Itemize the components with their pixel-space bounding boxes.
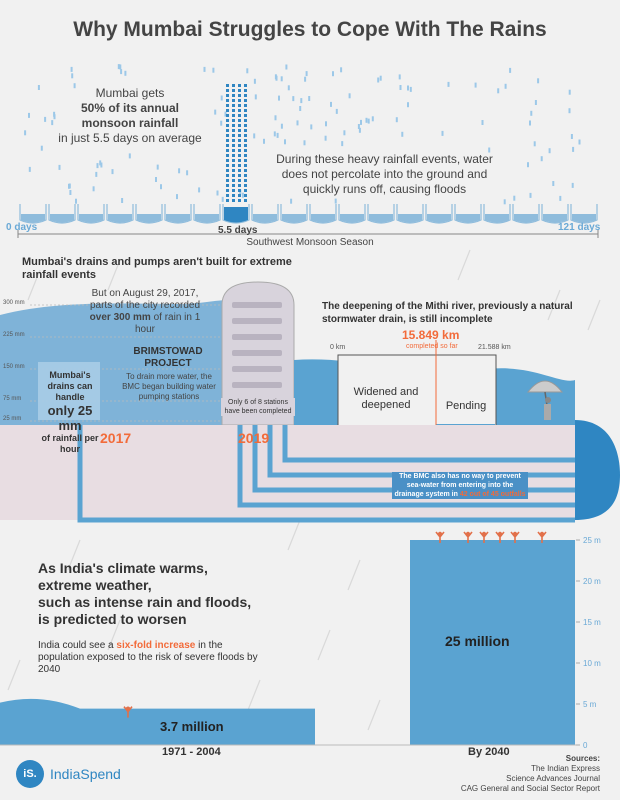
heavy-rain-drop [244, 159, 247, 162]
rain-drop [325, 121, 327, 126]
rainfall-fact-monsoon: monsoon rainfall [81, 116, 179, 130]
rain-drop [160, 184, 162, 189]
heavy-rain-drop [244, 199, 247, 202]
rain-drop [99, 160, 101, 165]
heavy-rain-drop [238, 109, 241, 112]
capacity-line3: of rainfall per hour [41, 433, 99, 454]
rain-drop [198, 187, 200, 192]
heavy-rain-drop [226, 174, 229, 177]
rain-drop [341, 141, 343, 146]
heavy-rain-drop [226, 144, 229, 147]
x-label-2040: By 2040 [468, 746, 510, 758]
sources-title: Sources: [565, 754, 600, 763]
heavy-rain-drop [232, 194, 235, 197]
mithi-heading: The deepening of the Mithi river, previously a natural stormwater drain, is still incomplete [322, 301, 573, 325]
rain-drop [155, 177, 157, 182]
rain-drop [24, 130, 26, 135]
axis-start-label: 0 days [6, 222, 38, 233]
heavy-rain-drop [232, 114, 235, 117]
heavy-rain-drop [244, 169, 247, 172]
stations-text: Only 6 of 8 stations have been completed [221, 398, 295, 416]
heavy-rain-drop [232, 154, 235, 157]
rain-drop [330, 102, 332, 107]
rain-drop [278, 96, 280, 101]
rain-drop [505, 84, 507, 89]
bucket-water [79, 214, 103, 223]
rain-drop [482, 120, 484, 125]
rain-drop [255, 94, 257, 99]
rain-drop [120, 69, 122, 74]
project-title: BRIMSTOWAD PROJECT [133, 346, 203, 369]
heavy-rain-drop [238, 194, 241, 197]
y-tick-label: 0 [583, 741, 588, 750]
rain-drop [275, 115, 277, 120]
rain-drop [95, 172, 97, 177]
heavy-rain-drop [238, 144, 241, 147]
drains-heading: Mumbai's drains and pumps aren't built for extreme rainfall events [22, 256, 292, 281]
rain-drop [93, 186, 95, 191]
seawater-text: The BMC also has no way to prevent sea-water from entering into the drainage system in [394, 473, 521, 498]
heavy-rain-drop [226, 114, 229, 117]
heavy-rain-drop [244, 179, 247, 182]
bar-label-2040: 25 million [445, 633, 510, 649]
heavy-rain-drop [226, 99, 229, 102]
rain-drop [124, 71, 126, 76]
mithi-start: 0 km [330, 344, 346, 351]
heavy-rain-drop [244, 124, 247, 127]
heavy-rain-drop [232, 134, 235, 137]
rain-drop [217, 191, 219, 196]
project-text: To drain more water, the BMC began building water pumping stations [122, 372, 216, 401]
heavy-rain-drop [244, 149, 247, 152]
rain-drop [75, 199, 77, 204]
rain-drop [530, 111, 532, 116]
bucket-water [166, 214, 190, 223]
rain-drop [340, 67, 342, 72]
heavy-rain-drop [244, 114, 247, 117]
rain-drop [284, 139, 286, 144]
rain-drop [221, 96, 223, 101]
heavy-rain-drop [244, 104, 247, 107]
rain-drop [119, 64, 121, 69]
rain-drop [176, 194, 178, 199]
rain-drop [41, 146, 43, 151]
heavy-rain-drop [226, 124, 229, 127]
bucket-water [137, 214, 161, 223]
heavy-rain-drop [238, 179, 241, 182]
mithi-done-label: completed so far [406, 343, 458, 350]
rain-drop [276, 76, 278, 81]
rain-drop [306, 71, 308, 76]
rain-drop [335, 199, 337, 204]
heavy-rain-drop [238, 149, 241, 152]
rain-drop [281, 76, 283, 81]
rain-drop [366, 118, 368, 123]
heavy-rain-drop [226, 94, 229, 97]
season-label: Southwest Monsoon Season [210, 237, 410, 248]
heavy-rain-drop [226, 164, 229, 167]
axis-mid-label: 5.5 days [218, 225, 258, 236]
bucket-water [427, 214, 451, 223]
rain-drop [59, 165, 61, 170]
bucket-water [514, 214, 538, 223]
rain-drop [368, 119, 370, 124]
y-tick-label: 10 m [583, 659, 601, 668]
rain-drop [299, 106, 301, 111]
rain-drop [343, 130, 345, 135]
rain-drop [497, 88, 499, 93]
bar-1971-2004 [0, 699, 315, 745]
heavy-rain-drop [232, 119, 235, 122]
heavy-rain-drop [232, 84, 235, 87]
rain-drop [535, 100, 537, 105]
rain-drop [475, 83, 477, 88]
rain-drop [325, 136, 327, 141]
heavy-rain-drop [238, 129, 241, 132]
climate-line2: extreme weather, [38, 577, 152, 593]
heavy-rain-drop [238, 184, 241, 187]
runoff-text: During these heavy rainfall events, water does not percolate into the ground and quickly runs off, causing floods [276, 152, 493, 196]
heavy-rain-drop [244, 194, 247, 197]
rain-drop [71, 73, 73, 78]
bucket-water [50, 214, 74, 223]
rain-drop [44, 117, 46, 122]
bar-label-1971: 3.7 million [160, 719, 224, 734]
rain-drop [38, 85, 40, 90]
heavy-rain-drop [238, 124, 241, 127]
rainfall-fact-pct: 50% of its annual [80, 101, 180, 115]
bucket-water [369, 214, 393, 223]
heavy-rain-drop [238, 84, 241, 87]
heavy-rain-drop [232, 199, 235, 202]
widened-label: Widened and deepened [353, 386, 419, 411]
y-tick-label: 5 m [583, 700, 597, 709]
year-2019: 2019 [238, 430, 270, 446]
rain-drop [253, 133, 255, 138]
rain-drop [579, 140, 581, 145]
rain-drop [537, 78, 539, 83]
rain-drop [304, 140, 306, 145]
rain-drop [396, 117, 398, 122]
heavy-rain-drop [238, 159, 241, 162]
rain-drop [400, 85, 402, 90]
heavy-rain-drop [226, 119, 229, 122]
heavy-rain-drop [238, 114, 241, 117]
rain-drop [290, 199, 292, 204]
heavy-rain-drop [232, 129, 235, 132]
bucket-water [224, 207, 248, 223]
heavy-rain-drop [238, 134, 241, 137]
bucket-water [398, 214, 422, 223]
heavy-rain-drop [238, 199, 241, 202]
rain-drop [308, 96, 310, 101]
rain-drop [246, 68, 248, 73]
rainfall-fact-line1: Mumbai gets [95, 86, 165, 100]
level-label: 150 mm [3, 364, 25, 370]
heavy-rain-drop [226, 199, 229, 202]
heavy-rain-drop [232, 184, 235, 187]
rain-drop [71, 67, 73, 72]
rainfall-fact [50, 86, 210, 146]
rain-drop [442, 131, 444, 136]
outfalls-text: 42 out of 45 outfalls [459, 491, 526, 498]
heavy-rain-drop [244, 134, 247, 137]
rain-drop [186, 170, 188, 175]
heavy-rain-drop [238, 174, 241, 177]
heavy-rain-drop [238, 89, 241, 92]
rain-drop [529, 121, 531, 126]
heavy-rain-drop [226, 129, 229, 132]
heavy-rain-drop [244, 164, 247, 167]
heavy-rain-drop [238, 94, 241, 97]
heavy-rain-drop [226, 194, 229, 197]
rain-drop [29, 167, 31, 172]
rain-drop [254, 79, 256, 84]
rain-drop [304, 77, 306, 82]
heavy-rain-drop [244, 109, 247, 112]
heavy-rain-drop [244, 189, 247, 192]
heavy-rain-drop [226, 154, 229, 157]
rain-drop [274, 131, 276, 136]
rain-drop [242, 193, 244, 198]
rain-drop [569, 90, 571, 95]
heavy-rain-drop [232, 174, 235, 177]
heavy-rain-drop [244, 129, 247, 132]
climate-sub [38, 640, 268, 676]
bucket-water [282, 214, 306, 223]
rainfall-fact-days: in just 5.5 days on average [58, 131, 202, 145]
climate-line3: such as intense rain and floods, [38, 594, 252, 610]
rain-drop [541, 156, 543, 161]
bucket-water [340, 214, 364, 223]
rain-drop [407, 102, 409, 107]
x-label-1971: 1971 - 2004 [162, 746, 221, 758]
heavy-rain-drop [244, 119, 247, 122]
heavy-rain-drop [244, 84, 247, 87]
rain-drop [572, 183, 574, 188]
heavy-rain-drop [232, 169, 235, 172]
rain-drop [448, 82, 450, 87]
heavy-rain-drop [244, 154, 247, 157]
heavy-rain-drop [232, 94, 235, 97]
heavy-rain-drop [238, 189, 241, 192]
rain-drop [569, 108, 571, 113]
rain-drop [277, 133, 279, 138]
heavy-rain-drop [232, 189, 235, 192]
mithi-done: 15.849 km [402, 328, 460, 342]
rain-drop [504, 199, 506, 204]
source-item: Science Advances Journal [506, 774, 600, 783]
bucket-water [311, 214, 335, 223]
heavy-rain-drop [232, 149, 235, 152]
y-tick-label: 15 m [583, 618, 601, 627]
year-2017: 2017 [100, 430, 132, 446]
level-label: 300 mm [3, 300, 25, 306]
bucket-water [108, 214, 132, 223]
rain-drop [214, 110, 216, 115]
climate-line1: As India's climate warms, [38, 560, 208, 576]
y-tick-label: 20 m [583, 577, 601, 586]
rain-drop [28, 113, 30, 118]
heavy-rain-drop [238, 104, 241, 107]
heavy-rain-drop [226, 184, 229, 187]
mithi-total: 21.588 km [478, 344, 511, 351]
rain-drop [349, 93, 351, 98]
rain-drop [300, 98, 302, 103]
heavy-rain-drop [238, 119, 241, 122]
heavy-rain-drop [238, 154, 241, 157]
rain-drop [359, 128, 361, 133]
rain-drop [377, 78, 379, 83]
rain-drop [552, 181, 554, 186]
rain-drop [399, 74, 401, 79]
rain-drop [112, 169, 114, 174]
axis-end-label: 121 days [558, 222, 601, 233]
rain-drop [297, 120, 299, 125]
heavy-rain-drop [226, 104, 229, 107]
heavy-rain-drop [244, 99, 247, 102]
bucket-water [456, 214, 480, 223]
level-label: 225 mm [3, 332, 25, 338]
heavy-rain-drop [226, 149, 229, 152]
heavy-rain-drop [232, 109, 235, 112]
rain-drop [410, 87, 412, 92]
heavy-rain-drop [226, 109, 229, 112]
heavy-rain-drop [232, 159, 235, 162]
climate-heading [38, 560, 338, 628]
heavy-rain-drop [232, 99, 235, 102]
bucket-water [485, 214, 509, 223]
bucket-water [253, 214, 277, 223]
heavy-rain-drop [226, 179, 229, 182]
bucket-water [195, 214, 219, 223]
rain-drop [407, 86, 409, 91]
heavy-rain-drop [232, 89, 235, 92]
indiaspend-logo-icon: iS. [16, 760, 44, 788]
rain-drop [336, 109, 338, 114]
rain-drop [204, 67, 206, 72]
aug-2017-fact [80, 288, 210, 336]
heavy-rain-drop [232, 164, 235, 167]
heavy-rain-drop [232, 139, 235, 142]
rain-drop [281, 124, 283, 129]
climate-sub1: India could see a [38, 640, 114, 651]
rain-drop [549, 148, 551, 153]
rain-drop [530, 193, 532, 198]
heavy-rain-drop [226, 169, 229, 172]
y-tick-label: 25 m [583, 536, 601, 545]
sources [410, 754, 600, 794]
heavy-rain-drop [244, 94, 247, 97]
rain-drop [212, 68, 214, 73]
rain-drop [263, 139, 265, 144]
rain-drop [571, 134, 573, 139]
heavy-rain-drop [226, 159, 229, 162]
rain-drop [509, 68, 511, 73]
climate-line4: is predicted to worsen [38, 611, 187, 627]
capacity-line2: only 25 mm [47, 403, 93, 433]
aug-300mm: over 300 mm [89, 312, 151, 323]
sea [575, 420, 620, 520]
rain-drop [285, 65, 287, 70]
heavy-rain-drop [238, 164, 241, 167]
heavy-rain-drop [244, 184, 247, 187]
rain-drop [572, 147, 574, 152]
heavy-rain-drop [226, 139, 229, 142]
rain-drop [97, 163, 99, 168]
rain-drop [220, 121, 222, 126]
heavy-rain-drop [238, 99, 241, 102]
page-title: Why Mumbai Struggles to Cope With The Rains [73, 18, 547, 41]
indiaspend-logo-text: IndiaSpend [50, 766, 121, 782]
rain-drop [68, 184, 70, 189]
rain-drop [380, 76, 382, 81]
rain-drop [69, 190, 71, 195]
rain-drop [288, 85, 290, 90]
rain-drop [121, 198, 123, 203]
drain-capacity [36, 370, 104, 455]
rain-drop [129, 153, 131, 158]
heavy-rain-drop [238, 139, 241, 142]
rain-drop [513, 196, 515, 201]
heavy-rain-drop [226, 89, 229, 92]
heavy-rain-drop [244, 144, 247, 147]
heavy-rain-drop [232, 104, 235, 107]
rain-drop [401, 132, 403, 137]
heavy-rain-drop [238, 169, 241, 172]
seawater-note [392, 472, 528, 499]
heavy-rain-drop [244, 139, 247, 142]
heavy-rain-drop [244, 174, 247, 177]
heavy-rain-drop [232, 124, 235, 127]
rain-drop [310, 124, 312, 129]
rain-drop [222, 197, 224, 202]
rain-drop [292, 96, 294, 101]
source-item: The Indian Express [531, 764, 600, 773]
aug-line1: But on August 29, 2017, [91, 288, 199, 299]
level-label: 75 mm [3, 396, 22, 402]
rain-drop [534, 141, 536, 146]
aug-line2: parts of the city recorded [89, 300, 201, 311]
climate-sub-highlight: six-fold increase [116, 640, 196, 651]
pending-label: Pending [445, 400, 487, 412]
rain-buckets [20, 204, 597, 223]
heavy-rain-drop [232, 144, 235, 147]
heavy-rain-drop [244, 89, 247, 92]
source-item: CAG General and Social Sector Report [460, 784, 600, 793]
aug-line4: of rain in 1 hour [134, 312, 201, 335]
heavy-rain-drop [226, 134, 229, 137]
heavy-rain-drop [226, 189, 229, 192]
heavy-rain-drop [226, 84, 229, 87]
rain-drop [372, 116, 374, 121]
rain-drop [178, 168, 180, 173]
capacity-line1: Mumbai's drains can handle [47, 370, 93, 402]
rain-drop [332, 71, 334, 76]
rain-drop [157, 165, 159, 170]
heavy-rain-drop [232, 179, 235, 182]
level-label: 25 mm [3, 416, 22, 422]
climate-sub2: in the population exposed to the risk of severe floods by 2040 [38, 640, 258, 675]
rain-drop [527, 162, 529, 167]
rain-drop [559, 196, 561, 201]
rain-drop [360, 120, 362, 125]
